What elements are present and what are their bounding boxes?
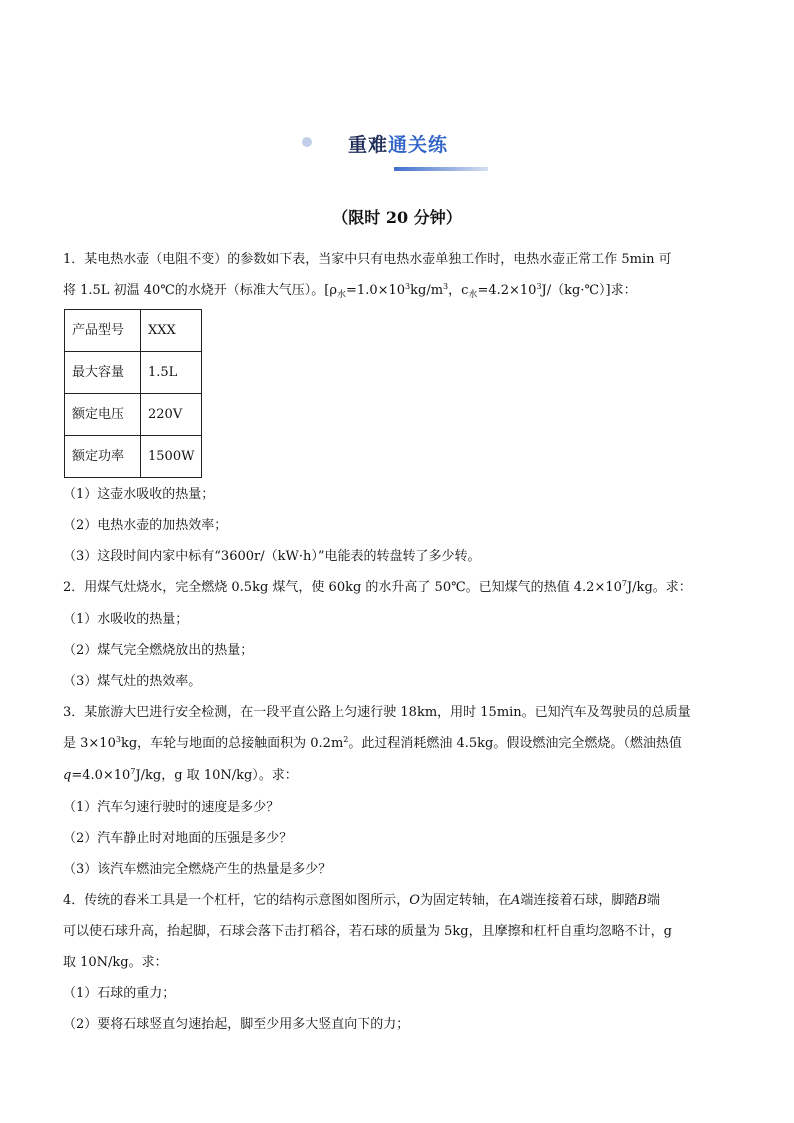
q1-line-1: 1．某电热水壶（电阻不变）的参数如下表，当家中只有电热水壶单独工作时，电热水壶正常工作 5min 可 — [63, 252, 672, 267]
table-row — [65, 352, 202, 394]
q4-part-1: （1）石球的重力； — [63, 986, 176, 1001]
questions — [63, 244, 735, 1040]
q4-line-3: 取 10N/kg。求： — [63, 955, 168, 970]
q3-part-1: （1）汽车匀速行驶时的速度是多少？ — [63, 800, 280, 815]
q3-line-3: $q=4.0\times 10^7J/kg$，g 取 10N/kg）。求： — [63, 767, 298, 783]
q2-part-1: （1）水吸收的热量； — [63, 612, 189, 627]
table-row — [65, 436, 202, 478]
spec-key: 额定电压 — [65, 394, 141, 436]
q1-line-2: 将 1.5L 初温 40℃的水烧开（标准大气压）。[$\rho_水=1.0\times 10^3kg/m^3$，$c_水=4.2\times 10^3J/(kg\cdot℃)$]求： — [63, 282, 637, 300]
spec-value: 220V — [141, 394, 202, 436]
q4-line-2: 可以使石球升高，抬起脚，石球会落下击打稻谷，若石球的质量为 5kg，且摩擦和杠杆自重均忽略不计，g — [63, 924, 672, 939]
q2-part-2: （2）煤气完全燃烧放出的热量； — [63, 643, 254, 658]
spec-value: XXX — [141, 310, 202, 352]
spec-key: 额定功率 — [65, 436, 141, 478]
q3-part-2: （2）汽车静止时对地面的压强是多少？ — [63, 831, 293, 846]
q4-part-2: （2）要将石球竖直匀速抬起，脚至少用多大竖直向下的力； — [63, 1017, 410, 1032]
q3-line-2: 是 $3\times 10^3kg$，车轮与地面的总接触面积为 $0.2m^2$。此过程消耗燃油 4.5kg。假设燃油完全燃烧。（燃油热值 — [63, 735, 682, 751]
q4-line-1: 4．传统的舂米工具是一个杠杆，它的结构示意图如图所示，O为固定转轴，在A端连接着石球，脚踏B端 — [63, 893, 660, 908]
q2-line-1: 2．用煤气灶烧水，完全燃烧 0.5kg 煤气，使 60kg 的水升高了 50℃。已知煤气的热值 $4.2\times 10^7J/kg$。求： — [63, 579, 692, 595]
table-row — [65, 394, 202, 436]
kettle-spec-table — [64, 309, 202, 478]
table-row — [65, 310, 202, 352]
spec-value: 1.5L — [141, 352, 202, 394]
q1-part-1: （1）这壶水吸收的热量； — [63, 487, 215, 502]
q1-part-3: （3）这段时间内家中标有“3600r/（kW·h）”电能表的转盘转了多少转。 — [63, 549, 481, 564]
q3-line-1: 3．某旅游大巴进行安全检测，在一段平直公路上匀速行驶 18km，用时 15min。已知汽车及驾驶员的总质量 — [63, 705, 691, 720]
spec-value: 1500W — [141, 436, 202, 478]
q1-part-2: （2）电热水壶的加热效率； — [63, 518, 228, 533]
q3-part-3: （3）该汽车燃油完全燃烧产生的热量是多少？ — [63, 862, 332, 877]
spec-key: 最大容量 — [65, 352, 141, 394]
spec-key: 产品型号 — [65, 310, 141, 352]
time-limit-subtitle: （限时 20 分钟） — [332, 208, 462, 227]
header-title: 重难通关练 — [348, 134, 449, 156]
q2-part-3: （3）煤气灶的热效率。 — [63, 674, 202, 689]
header-logo — [296, 104, 496, 184]
